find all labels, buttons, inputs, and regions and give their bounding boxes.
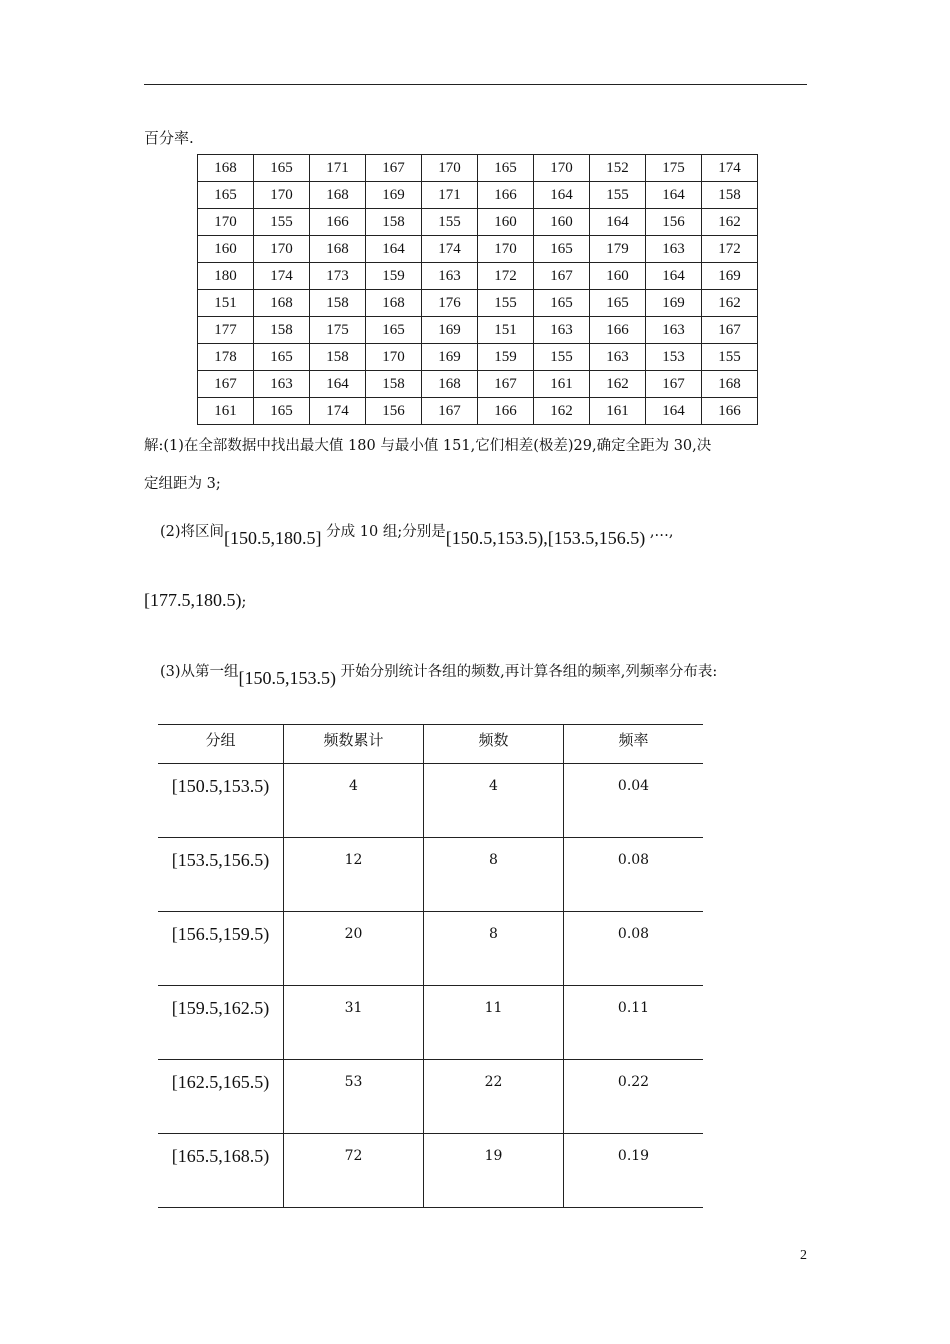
freq-cell: 8 — [424, 912, 564, 986]
data-cell: 168 — [254, 290, 310, 317]
data-cell: 167 — [702, 317, 758, 344]
data-row — [198, 290, 758, 317]
data-cell: 165 — [198, 182, 254, 209]
freq-cell: 31 — [284, 986, 424, 1060]
data-cell: 166 — [478, 398, 534, 425]
data-row — [198, 155, 758, 182]
intro-text: 百分率. — [144, 129, 194, 147]
step2-ellipsis: ,…, — [649, 524, 674, 540]
data-cell: 167 — [366, 155, 422, 182]
data-cell: 166 — [702, 398, 758, 425]
data-cell: 158 — [366, 209, 422, 236]
step2-end: ; — [241, 594, 247, 610]
step3-interval: [150.5,153.5) — [238, 668, 337, 688]
data-cell: 158 — [254, 317, 310, 344]
freq-cell: 11 — [424, 986, 564, 1060]
data-cell: 168 — [366, 290, 422, 317]
data-cell: 165 — [478, 155, 534, 182]
data-cell: 167 — [534, 263, 590, 290]
data-cell: 155 — [534, 344, 590, 371]
freq-cell: [159.5,162.5) — [158, 986, 284, 1060]
solution-step2-last — [144, 590, 246, 611]
data-cell: 170 — [366, 344, 422, 371]
data-cell: 165 — [254, 344, 310, 371]
data-cell: 163 — [590, 344, 646, 371]
data-cell: 153 — [646, 344, 702, 371]
data-row — [198, 371, 758, 398]
data-cell: 178 — [198, 344, 254, 371]
data-cell: 155 — [478, 290, 534, 317]
step3-prefix: (3)从第一组 — [160, 664, 239, 680]
data-cell: 156 — [646, 209, 702, 236]
data-cell: 167 — [198, 371, 254, 398]
data-cell: 172 — [702, 236, 758, 263]
data-cell: 174 — [422, 236, 478, 263]
freq-header-cell: 分组 — [158, 725, 284, 764]
freq-row — [158, 1134, 703, 1208]
freq-cell: 12 — [284, 838, 424, 912]
solution-step1-line2: 定组距为 3; — [144, 476, 221, 492]
data-cell: 170 — [198, 209, 254, 236]
freq-row — [158, 764, 703, 838]
freq-row — [158, 1060, 703, 1134]
data-cell: 165 — [534, 236, 590, 263]
freq-cell: 8 — [424, 838, 564, 912]
freq-cell: [165.5,168.5) — [158, 1134, 284, 1208]
data-cell: 160 — [590, 263, 646, 290]
data-cell: 155 — [254, 209, 310, 236]
data-cell: 163 — [646, 317, 702, 344]
solution-step1-line1: 解:(1)在全部数据中找出最大值 180 与最小值 151,它们相差(极差)29,确定全距为 30,决 — [144, 438, 712, 454]
data-cell: 174 — [254, 263, 310, 290]
data-cell: 164 — [646, 398, 702, 425]
freq-cell: [162.5,165.5) — [158, 1060, 284, 1134]
data-cell: 165 — [534, 290, 590, 317]
data-cell: 166 — [590, 317, 646, 344]
data-cell: 170 — [254, 182, 310, 209]
data-cell: 163 — [646, 236, 702, 263]
freq-cell: 19 — [424, 1134, 564, 1208]
data-cell: 156 — [366, 398, 422, 425]
data-cell: 168 — [422, 371, 478, 398]
freq-cell: 0.04 — [564, 764, 704, 838]
data-cell: 159 — [478, 344, 534, 371]
freq-row — [158, 912, 703, 986]
data-cell: 173 — [310, 263, 366, 290]
step2-prefix: (2)将区间 — [160, 524, 225, 540]
data-cell: 180 — [198, 263, 254, 290]
freq-cell: 4 — [424, 764, 564, 838]
freq-cell: 4 — [284, 764, 424, 838]
data-cell: 165 — [254, 398, 310, 425]
data-cell: 172 — [478, 263, 534, 290]
data-cell: 175 — [310, 317, 366, 344]
height-data-table — [197, 154, 758, 425]
data-cell: 164 — [646, 182, 702, 209]
data-cell: 169 — [702, 263, 758, 290]
data-cell: 174 — [702, 155, 758, 182]
data-cell: 168 — [310, 182, 366, 209]
freq-cell: 72 — [284, 1134, 424, 1208]
freq-cell: 0.08 — [564, 838, 704, 912]
freq-cell: [153.5,156.5) — [158, 838, 284, 912]
freq-row — [158, 838, 703, 912]
data-cell: 167 — [478, 371, 534, 398]
data-cell: 161 — [590, 398, 646, 425]
data-cell: 158 — [702, 182, 758, 209]
data-cell: 174 — [310, 398, 366, 425]
data-row — [198, 236, 758, 263]
data-cell: 177 — [198, 317, 254, 344]
data-cell: 163 — [254, 371, 310, 398]
data-cell: 151 — [478, 317, 534, 344]
data-cell: 164 — [590, 209, 646, 236]
data-cell: 175 — [646, 155, 702, 182]
data-cell: 169 — [646, 290, 702, 317]
data-cell: 179 — [590, 236, 646, 263]
solution-step3 — [160, 660, 718, 688]
freq-cell: 0.22 — [564, 1060, 704, 1134]
freq-cell: 0.08 — [564, 912, 704, 986]
data-cell: 164 — [310, 371, 366, 398]
data-cell: 167 — [646, 371, 702, 398]
step3-suffix: 开始分别统计各组的频数,再计算各组的频率,列频率分布表: — [340, 664, 718, 680]
freq-cell: 0.11 — [564, 986, 704, 1060]
data-cell: 170 — [534, 155, 590, 182]
page-number: 2 — [800, 1248, 807, 1263]
data-cell: 170 — [478, 236, 534, 263]
frequency-distribution-table — [158, 724, 703, 1208]
freq-header-cell: 频率 — [564, 725, 704, 764]
data-cell: 162 — [590, 371, 646, 398]
freq-cell: 0.19 — [564, 1134, 704, 1208]
data-row — [198, 263, 758, 290]
freq-header-cell: 频数累计 — [284, 725, 424, 764]
data-cell: 164 — [534, 182, 590, 209]
data-cell: 155 — [422, 209, 478, 236]
data-cell: 155 — [590, 182, 646, 209]
freq-cell: [156.5,159.5) — [158, 912, 284, 986]
data-cell: 168 — [310, 236, 366, 263]
data-cell: 170 — [422, 155, 478, 182]
data-cell: 158 — [366, 371, 422, 398]
data-cell: 159 — [366, 263, 422, 290]
step2-middle: 分成 10 组;分别是 — [326, 524, 446, 540]
data-cell: 164 — [366, 236, 422, 263]
data-cell: 165 — [254, 155, 310, 182]
data-row — [198, 398, 758, 425]
data-cell: 169 — [422, 344, 478, 371]
data-row — [198, 182, 758, 209]
freq-cell: [150.5,153.5) — [158, 764, 284, 838]
data-cell: 170 — [254, 236, 310, 263]
data-cell: 163 — [534, 317, 590, 344]
data-cell: 166 — [310, 209, 366, 236]
data-cell: 165 — [590, 290, 646, 317]
data-row — [198, 317, 758, 344]
data-cell: 171 — [310, 155, 366, 182]
data-cell: 169 — [422, 317, 478, 344]
data-cell: 169 — [366, 182, 422, 209]
data-cell: 168 — [198, 155, 254, 182]
data-cell: 160 — [478, 209, 534, 236]
data-cell: 155 — [702, 344, 758, 371]
data-cell: 164 — [646, 263, 702, 290]
data-cell: 161 — [534, 371, 590, 398]
data-cell: 162 — [702, 209, 758, 236]
data-cell: 160 — [534, 209, 590, 236]
data-row — [198, 209, 758, 236]
data-cell: 176 — [422, 290, 478, 317]
step2-last-interval: [177.5,180.5) — [144, 590, 242, 610]
step2-intervals: [150.5,153.5),[153.5,156.5) — [445, 528, 646, 548]
freq-cell: 22 — [424, 1060, 564, 1134]
data-row — [198, 344, 758, 371]
freq-cell: 53 — [284, 1060, 424, 1134]
data-cell: 166 — [478, 182, 534, 209]
data-cell: 163 — [422, 263, 478, 290]
solution-step2 — [160, 520, 674, 548]
freq-header-row — [158, 725, 703, 764]
data-cell: 152 — [590, 155, 646, 182]
data-cell: 168 — [702, 371, 758, 398]
data-cell: 158 — [310, 344, 366, 371]
data-cell: 167 — [422, 398, 478, 425]
data-cell: 151 — [198, 290, 254, 317]
step2-interval: [150.5,180.5] — [224, 528, 322, 548]
data-cell: 158 — [310, 290, 366, 317]
freq-header-cell: 频数 — [424, 725, 564, 764]
data-cell: 171 — [422, 182, 478, 209]
header-rule — [144, 84, 807, 85]
data-cell: 165 — [366, 317, 422, 344]
data-cell: 162 — [534, 398, 590, 425]
data-cell: 160 — [198, 236, 254, 263]
data-cell: 162 — [702, 290, 758, 317]
data-cell: 161 — [198, 398, 254, 425]
freq-cell: 20 — [284, 912, 424, 986]
freq-row — [158, 986, 703, 1060]
